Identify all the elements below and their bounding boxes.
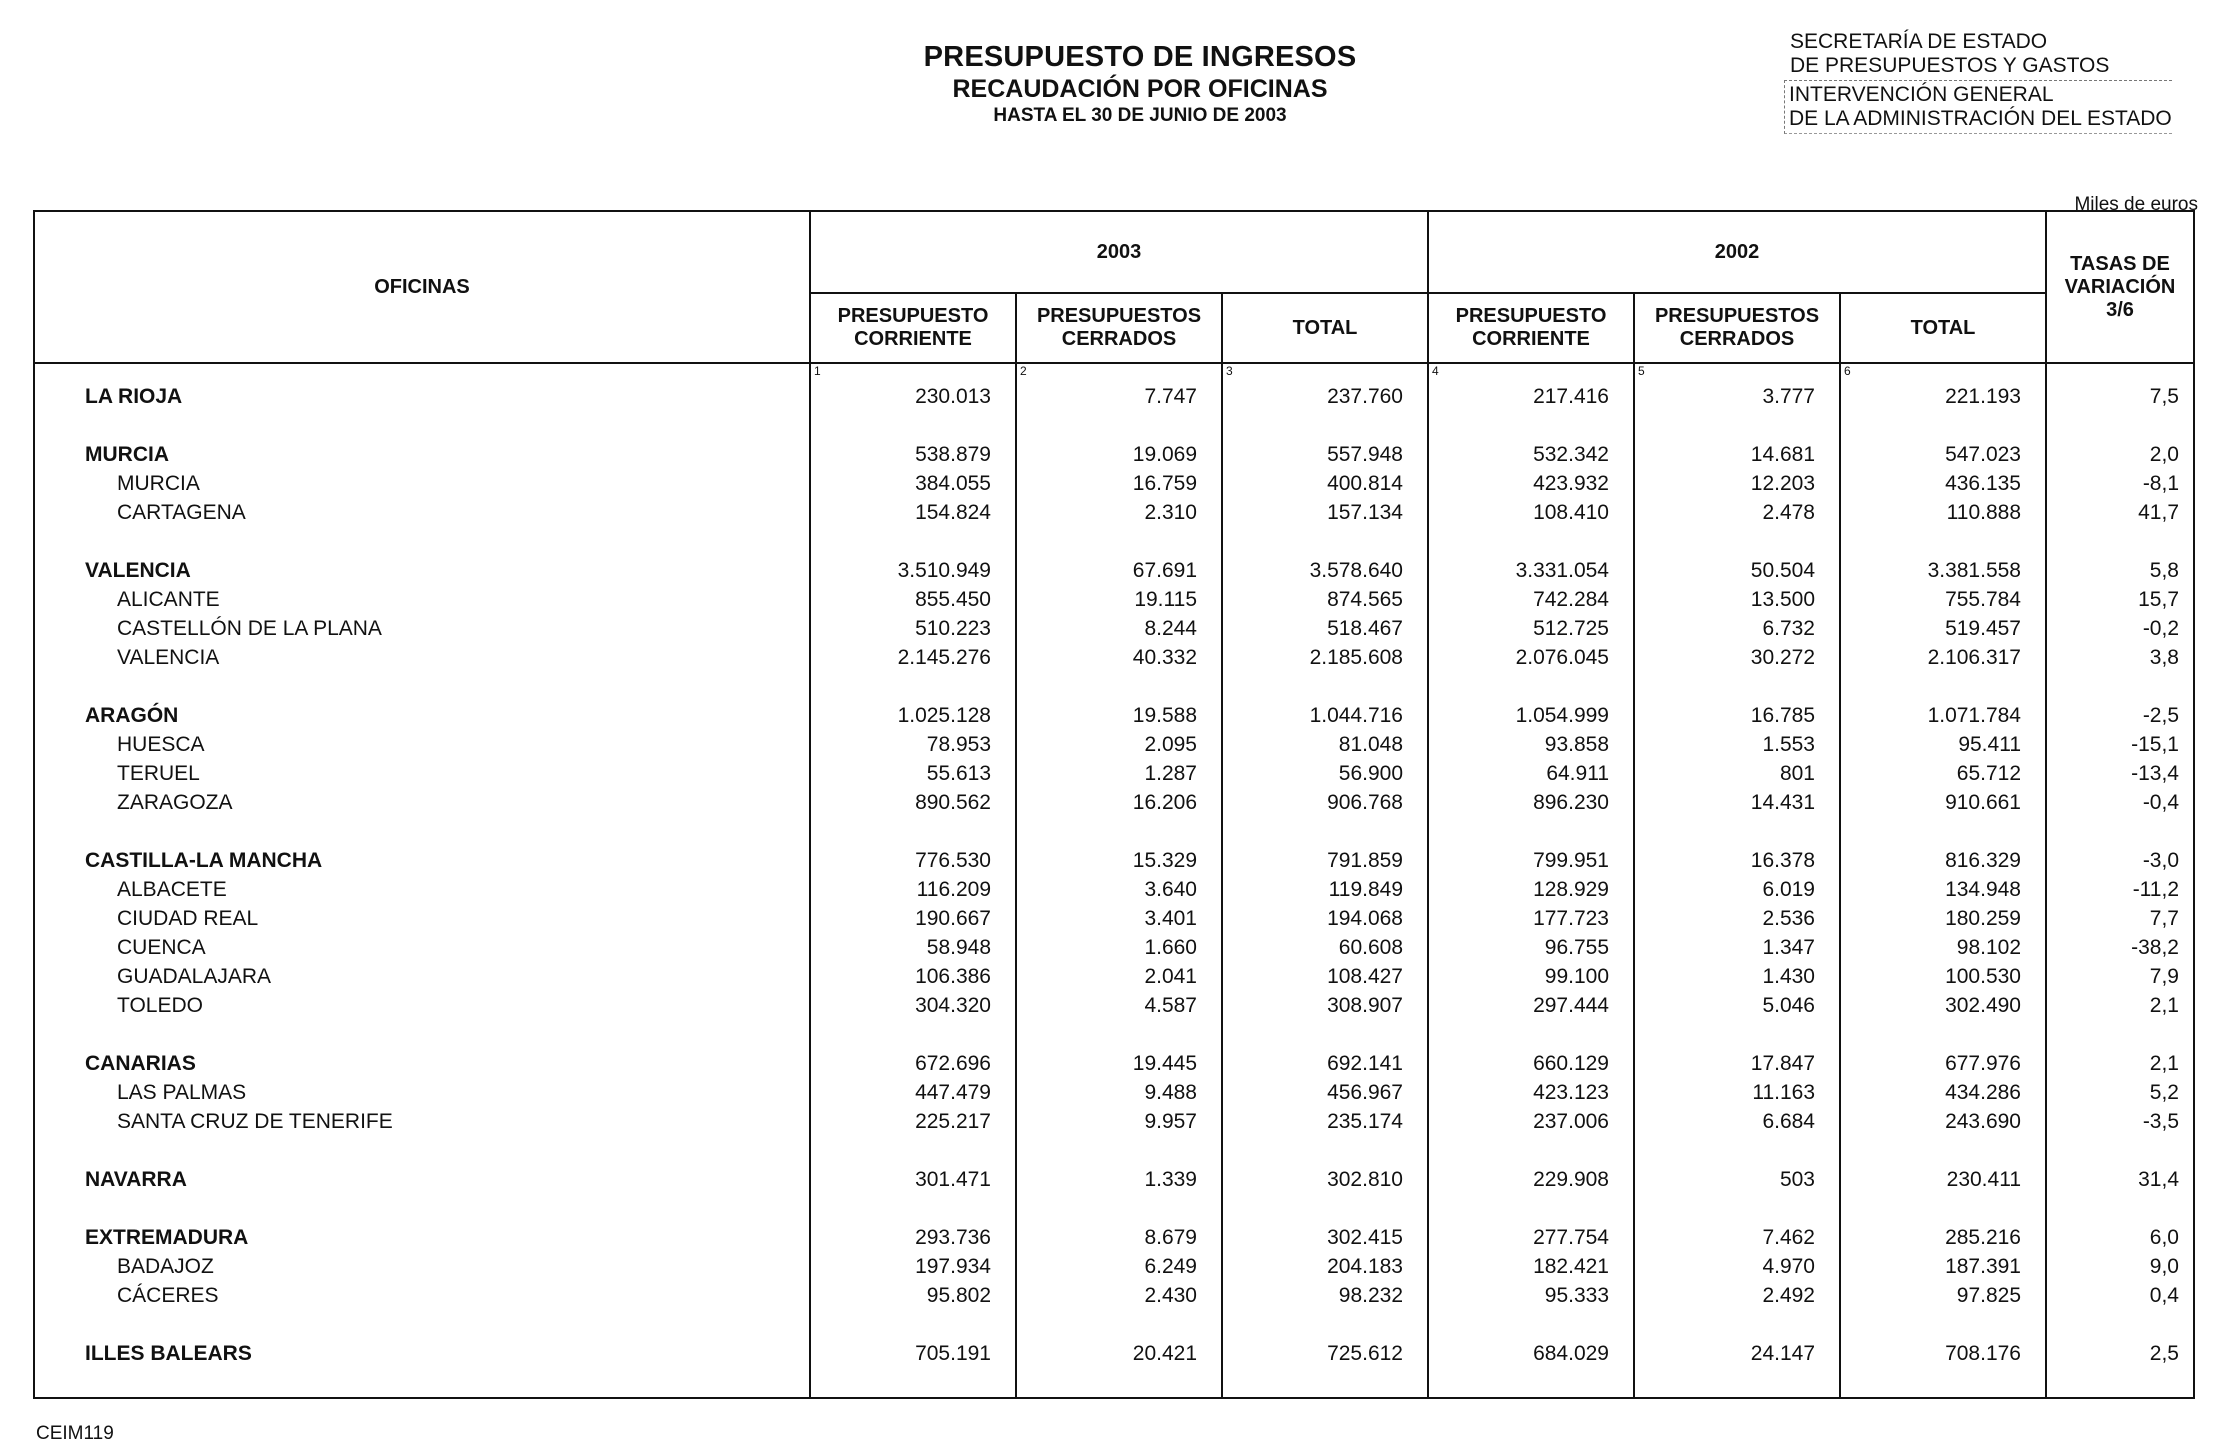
cell-cerrados-2003: 67.691 [1016, 556, 1222, 585]
office-name: ZARAGOZA [34, 788, 810, 817]
cell-variation-rate: 2,1 [2046, 991, 2194, 1020]
cell-corriente-2002: 277.754 [1428, 1223, 1634, 1252]
cell-corriente-2002: 660.129 [1428, 1049, 1634, 1078]
org-line-3: INTERVENCIÓN GENERAL [1789, 83, 2054, 106]
office-name: TOLEDO [34, 991, 810, 1020]
cell-corriente-2002: 423.123 [1428, 1078, 1634, 1107]
revenue-table [33, 210, 2195, 1399]
office-name: GUADALAJARA [34, 962, 810, 991]
office-row [34, 962, 2194, 991]
report-subtitle: RECAUDACIÓN POR OFICINAS [952, 75, 1328, 103]
cell-total-2003: 3.578.640 [1222, 556, 1428, 585]
group-spacer [34, 672, 2194, 701]
column-index-row [34, 363, 2194, 382]
cell-corriente-2003: 301.471 [810, 1165, 1016, 1194]
cell-total-2002: 285.216 [1840, 1223, 2046, 1252]
col-header-year-2002: 2002 [1428, 211, 2046, 293]
office-name: MURCIA [34, 469, 810, 498]
cell-variation-rate: 0,4 [2046, 1281, 2194, 1310]
cell-total-2002: 2.106.317 [1840, 643, 2046, 672]
cell-cerrados-2003: 9.488 [1016, 1078, 1222, 1107]
cell-total-2002: 3.381.558 [1840, 556, 2046, 585]
cell-variation-rate: 6,0 [2046, 1223, 2194, 1252]
region-name: MURCIA [34, 440, 810, 469]
cell-total-2003: 60.608 [1222, 933, 1428, 962]
cell-cerrados-2002: 2.492 [1634, 1281, 1840, 1310]
office-row [34, 904, 2194, 933]
cell-total-2002: 134.948 [1840, 875, 2046, 904]
office-row [34, 643, 2194, 672]
office-row [34, 1107, 2194, 1136]
cell-total-2002: 816.329 [1840, 846, 2046, 875]
office-name: ALBACETE [34, 875, 810, 904]
region-row [34, 846, 2194, 875]
office-row [34, 498, 2194, 527]
cell-variation-rate: 5,8 [2046, 556, 2194, 585]
cell-cerrados-2002: 30.272 [1634, 643, 1840, 672]
cell-variation-rate: -13,4 [2046, 759, 2194, 788]
cell-corriente-2002: 512.725 [1428, 614, 1634, 643]
col-header-cerrados-2002: PRESUPUESTOS CERRADOS [1634, 293, 1840, 363]
region-row [34, 1339, 2194, 1368]
cell-corriente-2003: 2.145.276 [810, 643, 1016, 672]
office-name: BADAJOZ [34, 1252, 810, 1281]
cell-variation-rate: -0,2 [2046, 614, 2194, 643]
cell-cerrados-2002: 1.553 [1634, 730, 1840, 759]
col-header-total-2003: TOTAL [1222, 293, 1428, 363]
cell-corriente-2003: 384.055 [810, 469, 1016, 498]
cell-total-2002: 110.888 [1840, 498, 2046, 527]
cell-total-2003: 791.859 [1222, 846, 1428, 875]
office-name: SANTA CRUZ DE TENERIFE [34, 1107, 810, 1136]
cell-corriente-2002: 1.054.999 [1428, 701, 1634, 730]
cell-variation-rate: 2,1 [2046, 1049, 2194, 1078]
cell-corriente-2002: 896.230 [1428, 788, 1634, 817]
cell-variation-rate: 5,2 [2046, 1078, 2194, 1107]
cell-cerrados-2003: 20.421 [1016, 1339, 1222, 1368]
revenue-table-wrapper [33, 210, 2193, 1399]
cell-total-2003: 557.948 [1222, 440, 1428, 469]
region-name: ARAGÓN [34, 701, 810, 730]
cell-cerrados-2002: 2.536 [1634, 904, 1840, 933]
cell-variation-rate: 7,9 [2046, 962, 2194, 991]
cell-total-2002: 755.784 [1840, 585, 2046, 614]
cell-total-2003: 81.048 [1222, 730, 1428, 759]
office-name: LAS PALMAS [34, 1078, 810, 1107]
cell-total-2003: 302.415 [1222, 1223, 1428, 1252]
cell-corriente-2003: 55.613 [810, 759, 1016, 788]
cell-total-2003: 518.467 [1222, 614, 1428, 643]
cell-cerrados-2002: 50.504 [1634, 556, 1840, 585]
cell-variation-rate: -2,5 [2046, 701, 2194, 730]
cell-corriente-2003: 890.562 [810, 788, 1016, 817]
cell-total-2002: 434.286 [1840, 1078, 2046, 1107]
cell-cerrados-2002: 3.777 [1634, 382, 1840, 411]
cell-total-2002: 708.176 [1840, 1339, 2046, 1368]
cell-cerrados-2003: 4.587 [1016, 991, 1222, 1020]
col-header-rate: TASAS DE VARIACIÓN 3/6 [2046, 211, 2194, 363]
office-name: CUENCA [34, 933, 810, 962]
region-name: ILLES BALEARS [34, 1339, 810, 1368]
cell-corriente-2003: 304.320 [810, 991, 1016, 1020]
col-header-year-2003: 2003 [810, 211, 1428, 293]
cell-corriente-2003: 78.953 [810, 730, 1016, 759]
office-row [34, 788, 2194, 817]
cell-corriente-2002: 128.929 [1428, 875, 1634, 904]
group-spacer [34, 1020, 2194, 1049]
office-name: CARTAGENA [34, 498, 810, 527]
office-row [34, 1078, 2194, 1107]
cell-corriente-2003: 3.510.949 [810, 556, 1016, 585]
region-row [34, 556, 2194, 585]
cell-corriente-2003: 106.386 [810, 962, 1016, 991]
cell-corriente-2002: 2.076.045 [1428, 643, 1634, 672]
cell-corriente-2003: 447.479 [810, 1078, 1016, 1107]
col-index: 3 [1222, 363, 1428, 382]
cell-corriente-2003: 1.025.128 [810, 701, 1016, 730]
report-title: PRESUPUESTO DE INGRESOS [923, 41, 1357, 73]
cell-corriente-2002: 95.333 [1428, 1281, 1634, 1310]
cell-cerrados-2003: 2.095 [1016, 730, 1222, 759]
cell-corriente-2002: 96.755 [1428, 933, 1634, 962]
cell-variation-rate: -38,2 [2046, 933, 2194, 962]
cell-total-2003: 874.565 [1222, 585, 1428, 614]
office-name: CASTELLÓN DE LA PLANA [34, 614, 810, 643]
cell-corriente-2003: 116.209 [810, 875, 1016, 904]
col-index: 6 [1840, 363, 2046, 382]
cell-cerrados-2003: 7.747 [1016, 382, 1222, 411]
office-name: HUESCA [34, 730, 810, 759]
cell-total-2003: 725.612 [1222, 1339, 1428, 1368]
cell-variation-rate: -8,1 [2046, 469, 2194, 498]
office-name: ALICANTE [34, 585, 810, 614]
cell-variation-rate: 15,7 [2046, 585, 2194, 614]
cell-corriente-2002: 99.100 [1428, 962, 1634, 991]
office-row [34, 614, 2194, 643]
cell-cerrados-2003: 40.332 [1016, 643, 1222, 672]
cell-corriente-2003: 95.802 [810, 1281, 1016, 1310]
cell-cerrados-2002: 12.203 [1634, 469, 1840, 498]
cell-cerrados-2002: 24.147 [1634, 1339, 1840, 1368]
cell-corriente-2003: 197.934 [810, 1252, 1016, 1281]
cell-total-2003: 204.183 [1222, 1252, 1428, 1281]
cell-cerrados-2002: 1.430 [1634, 962, 1840, 991]
cell-corriente-2002: 229.908 [1428, 1165, 1634, 1194]
cell-cerrados-2003: 16.206 [1016, 788, 1222, 817]
organization-block [1790, 30, 2172, 134]
cell-variation-rate: 41,7 [2046, 498, 2194, 527]
cell-cerrados-2003: 6.249 [1016, 1252, 1222, 1281]
col-index: 2 [1016, 363, 1222, 382]
cell-total-2003: 56.900 [1222, 759, 1428, 788]
cell-cerrados-2003: 19.115 [1016, 585, 1222, 614]
col-index: 4 [1428, 363, 1634, 382]
cell-corriente-2002: 93.858 [1428, 730, 1634, 759]
cell-variation-rate: 31,4 [2046, 1165, 2194, 1194]
region-name: NAVARRA [34, 1165, 810, 1194]
cell-cerrados-2002: 503 [1634, 1165, 1840, 1194]
col-index: 1 [810, 363, 1016, 382]
cell-cerrados-2003: 19.069 [1016, 440, 1222, 469]
cell-total-2003: 157.134 [1222, 498, 1428, 527]
cell-corriente-2003: 225.217 [810, 1107, 1016, 1136]
cell-variation-rate: -15,1 [2046, 730, 2194, 759]
cell-cerrados-2003: 2.310 [1016, 498, 1222, 527]
cell-corriente-2003: 190.667 [810, 904, 1016, 933]
office-row [34, 1281, 2194, 1310]
cell-cerrados-2003: 8.679 [1016, 1223, 1222, 1252]
cell-cerrados-2003: 9.957 [1016, 1107, 1222, 1136]
cell-cerrados-2002: 11.163 [1634, 1078, 1840, 1107]
cell-cerrados-2002: 1.347 [1634, 933, 1840, 962]
org-line-2: DE PRESUPUESTOS Y GASTOS [1790, 54, 2110, 77]
cell-total-2002: 677.976 [1840, 1049, 2046, 1078]
cell-total-2002: 1.071.784 [1840, 701, 2046, 730]
cell-cerrados-2002: 6.019 [1634, 875, 1840, 904]
cell-variation-rate: 7,7 [2046, 904, 2194, 933]
cell-corriente-2002: 423.932 [1428, 469, 1634, 498]
cell-total-2002: 100.530 [1840, 962, 2046, 991]
cell-cerrados-2003: 19.445 [1016, 1049, 1222, 1078]
cell-variation-rate: 3,8 [2046, 643, 2194, 672]
org-line-1: SECRETARÍA DE ESTADO [1790, 30, 2048, 53]
cell-cerrados-2002: 801 [1634, 759, 1840, 788]
col-header-total-2002: TOTAL [1840, 293, 2046, 363]
cell-cerrados-2003: 16.759 [1016, 469, 1222, 498]
region-row [34, 701, 2194, 730]
cell-variation-rate: -11,2 [2046, 875, 2194, 904]
cell-corriente-2003: 58.948 [810, 933, 1016, 962]
cell-total-2003: 2.185.608 [1222, 643, 1428, 672]
cell-total-2003: 456.967 [1222, 1078, 1428, 1107]
group-spacer [34, 1310, 2194, 1339]
col-header-oficinas: OFICINAS [34, 211, 810, 363]
cell-total-2002: 547.023 [1840, 440, 2046, 469]
org-line-4: DE LA ADMINISTRACIÓN DEL ESTADO [1789, 107, 2172, 130]
cell-total-2002: 230.411 [1840, 1165, 2046, 1194]
office-row [34, 585, 2194, 614]
col-header-cerrados-2003: PRESUPUESTOS CERRADOS [1016, 293, 1222, 363]
cell-corriente-2002: 532.342 [1428, 440, 1634, 469]
report-title-block [860, 40, 1420, 128]
office-row [34, 469, 2194, 498]
cell-total-2002: 180.259 [1840, 904, 2046, 933]
cell-cerrados-2003: 2.430 [1016, 1281, 1222, 1310]
cell-variation-rate: 7,5 [2046, 382, 2194, 411]
cell-cerrados-2002: 17.847 [1634, 1049, 1840, 1078]
cell-total-2002: 187.391 [1840, 1252, 2046, 1281]
cell-cerrados-2002: 14.681 [1634, 440, 1840, 469]
cell-corriente-2002: 297.444 [1428, 991, 1634, 1020]
group-spacer [34, 1368, 2194, 1398]
cell-corriente-2002: 237.006 [1428, 1107, 1634, 1136]
cell-total-2003: 98.232 [1222, 1281, 1428, 1310]
cell-corriente-2002: 217.416 [1428, 382, 1634, 411]
cell-corriente-2002: 3.331.054 [1428, 556, 1634, 585]
cell-variation-rate: -3,0 [2046, 846, 2194, 875]
cell-total-2003: 108.427 [1222, 962, 1428, 991]
office-row [34, 875, 2194, 904]
cell-cerrados-2003: 3.640 [1016, 875, 1222, 904]
cell-total-2002: 519.457 [1840, 614, 2046, 643]
cell-total-2002: 910.661 [1840, 788, 2046, 817]
cell-corriente-2003: 855.450 [810, 585, 1016, 614]
cell-cerrados-2002: 6.732 [1634, 614, 1840, 643]
region-row [34, 440, 2194, 469]
office-name: VALENCIA [34, 643, 810, 672]
group-spacer [34, 1136, 2194, 1165]
cell-cerrados-2002: 14.431 [1634, 788, 1840, 817]
cell-corriente-2002: 799.951 [1428, 846, 1634, 875]
cell-cerrados-2002: 13.500 [1634, 585, 1840, 614]
cell-cerrados-2002: 16.785 [1634, 701, 1840, 730]
cell-total-2003: 119.849 [1222, 875, 1428, 904]
region-row [34, 382, 2194, 411]
cell-corriente-2003: 776.530 [810, 846, 1016, 875]
cell-total-2003: 302.810 [1222, 1165, 1428, 1194]
office-row [34, 933, 2194, 962]
cell-cerrados-2003: 19.588 [1016, 701, 1222, 730]
cell-corriente-2003: 705.191 [810, 1339, 1016, 1368]
cell-cerrados-2003: 2.041 [1016, 962, 1222, 991]
group-spacer [34, 411, 2194, 440]
document-code: CEIM119 [36, 1423, 114, 1444]
cell-total-2002: 97.825 [1840, 1281, 2046, 1310]
office-row [34, 759, 2194, 788]
cell-cerrados-2002: 2.478 [1634, 498, 1840, 527]
cell-total-2002: 302.490 [1840, 991, 2046, 1020]
group-spacer [34, 817, 2194, 846]
cell-corriente-2002: 64.911 [1428, 759, 1634, 788]
cell-corriente-2002: 177.723 [1428, 904, 1634, 933]
cell-cerrados-2002: 6.684 [1634, 1107, 1840, 1136]
cell-corriente-2002: 108.410 [1428, 498, 1634, 527]
cell-cerrados-2003: 1.287 [1016, 759, 1222, 788]
cell-total-2002: 436.135 [1840, 469, 2046, 498]
units-label: Miles de euros [2074, 194, 2198, 215]
cell-corriente-2003: 510.223 [810, 614, 1016, 643]
col-header-corriente-2003: PRESUPUESTO CORRIENTE [810, 293, 1016, 363]
group-spacer [34, 1194, 2194, 1223]
cell-total-2003: 308.907 [1222, 991, 1428, 1020]
cell-corriente-2002: 684.029 [1428, 1339, 1634, 1368]
cell-corriente-2003: 538.879 [810, 440, 1016, 469]
cell-cerrados-2003: 15.329 [1016, 846, 1222, 875]
col-index: 5 [1634, 363, 1840, 382]
cell-variation-rate: 2,5 [2046, 1339, 2194, 1368]
cell-corriente-2003: 672.696 [810, 1049, 1016, 1078]
table-body [34, 363, 2194, 1398]
office-name: CIUDAD REAL [34, 904, 810, 933]
office-name: TERUEL [34, 759, 810, 788]
cell-total-2003: 237.760 [1222, 382, 1428, 411]
office-row [34, 730, 2194, 759]
region-name: CASTILLA-LA MANCHA [34, 846, 810, 875]
report-period: HASTA EL 30 DE JUNIO DE 2003 [993, 105, 1287, 126]
cell-total-2002: 65.712 [1840, 759, 2046, 788]
region-name: LA RIOJA [34, 382, 810, 411]
cell-cerrados-2003: 1.660 [1016, 933, 1222, 962]
cell-corriente-2003: 154.824 [810, 498, 1016, 527]
cell-total-2002: 243.690 [1840, 1107, 2046, 1136]
group-spacer [34, 527, 2194, 556]
cell-cerrados-2003: 1.339 [1016, 1165, 1222, 1194]
cell-total-2003: 194.068 [1222, 904, 1428, 933]
col-header-corriente-2002: PRESUPUESTO CORRIENTE [1428, 293, 1634, 363]
cell-variation-rate: -3,5 [2046, 1107, 2194, 1136]
cell-cerrados-2002: 5.046 [1634, 991, 1840, 1020]
cell-total-2002: 95.411 [1840, 730, 2046, 759]
cell-corriente-2002: 182.421 [1428, 1252, 1634, 1281]
office-row [34, 991, 2194, 1020]
cell-cerrados-2002: 7.462 [1634, 1223, 1840, 1252]
cell-total-2002: 221.193 [1840, 382, 2046, 411]
cell-cerrados-2002: 16.378 [1634, 846, 1840, 875]
cell-total-2003: 400.814 [1222, 469, 1428, 498]
cell-cerrados-2003: 3.401 [1016, 904, 1222, 933]
cell-variation-rate: -0,4 [2046, 788, 2194, 817]
region-name: VALENCIA [34, 556, 810, 585]
cell-total-2003: 235.174 [1222, 1107, 1428, 1136]
office-row [34, 1252, 2194, 1281]
cell-variation-rate: 9,0 [2046, 1252, 2194, 1281]
region-name: CANARIAS [34, 1049, 810, 1078]
region-name: EXTREMADURA [34, 1223, 810, 1252]
cell-total-2002: 98.102 [1840, 933, 2046, 962]
cell-corriente-2002: 742.284 [1428, 585, 1634, 614]
cell-corriente-2003: 293.736 [810, 1223, 1016, 1252]
cell-total-2003: 692.141 [1222, 1049, 1428, 1078]
cell-cerrados-2002: 4.970 [1634, 1252, 1840, 1281]
cell-corriente-2003: 230.013 [810, 382, 1016, 411]
region-row [34, 1223, 2194, 1252]
office-name: CÁCERES [34, 1281, 810, 1310]
region-row [34, 1165, 2194, 1194]
org-sub-box [1784, 80, 2172, 134]
region-row [34, 1049, 2194, 1078]
cell-total-2003: 906.768 [1222, 788, 1428, 817]
cell-total-2003: 1.044.716 [1222, 701, 1428, 730]
cell-cerrados-2003: 8.244 [1016, 614, 1222, 643]
cell-variation-rate: 2,0 [2046, 440, 2194, 469]
